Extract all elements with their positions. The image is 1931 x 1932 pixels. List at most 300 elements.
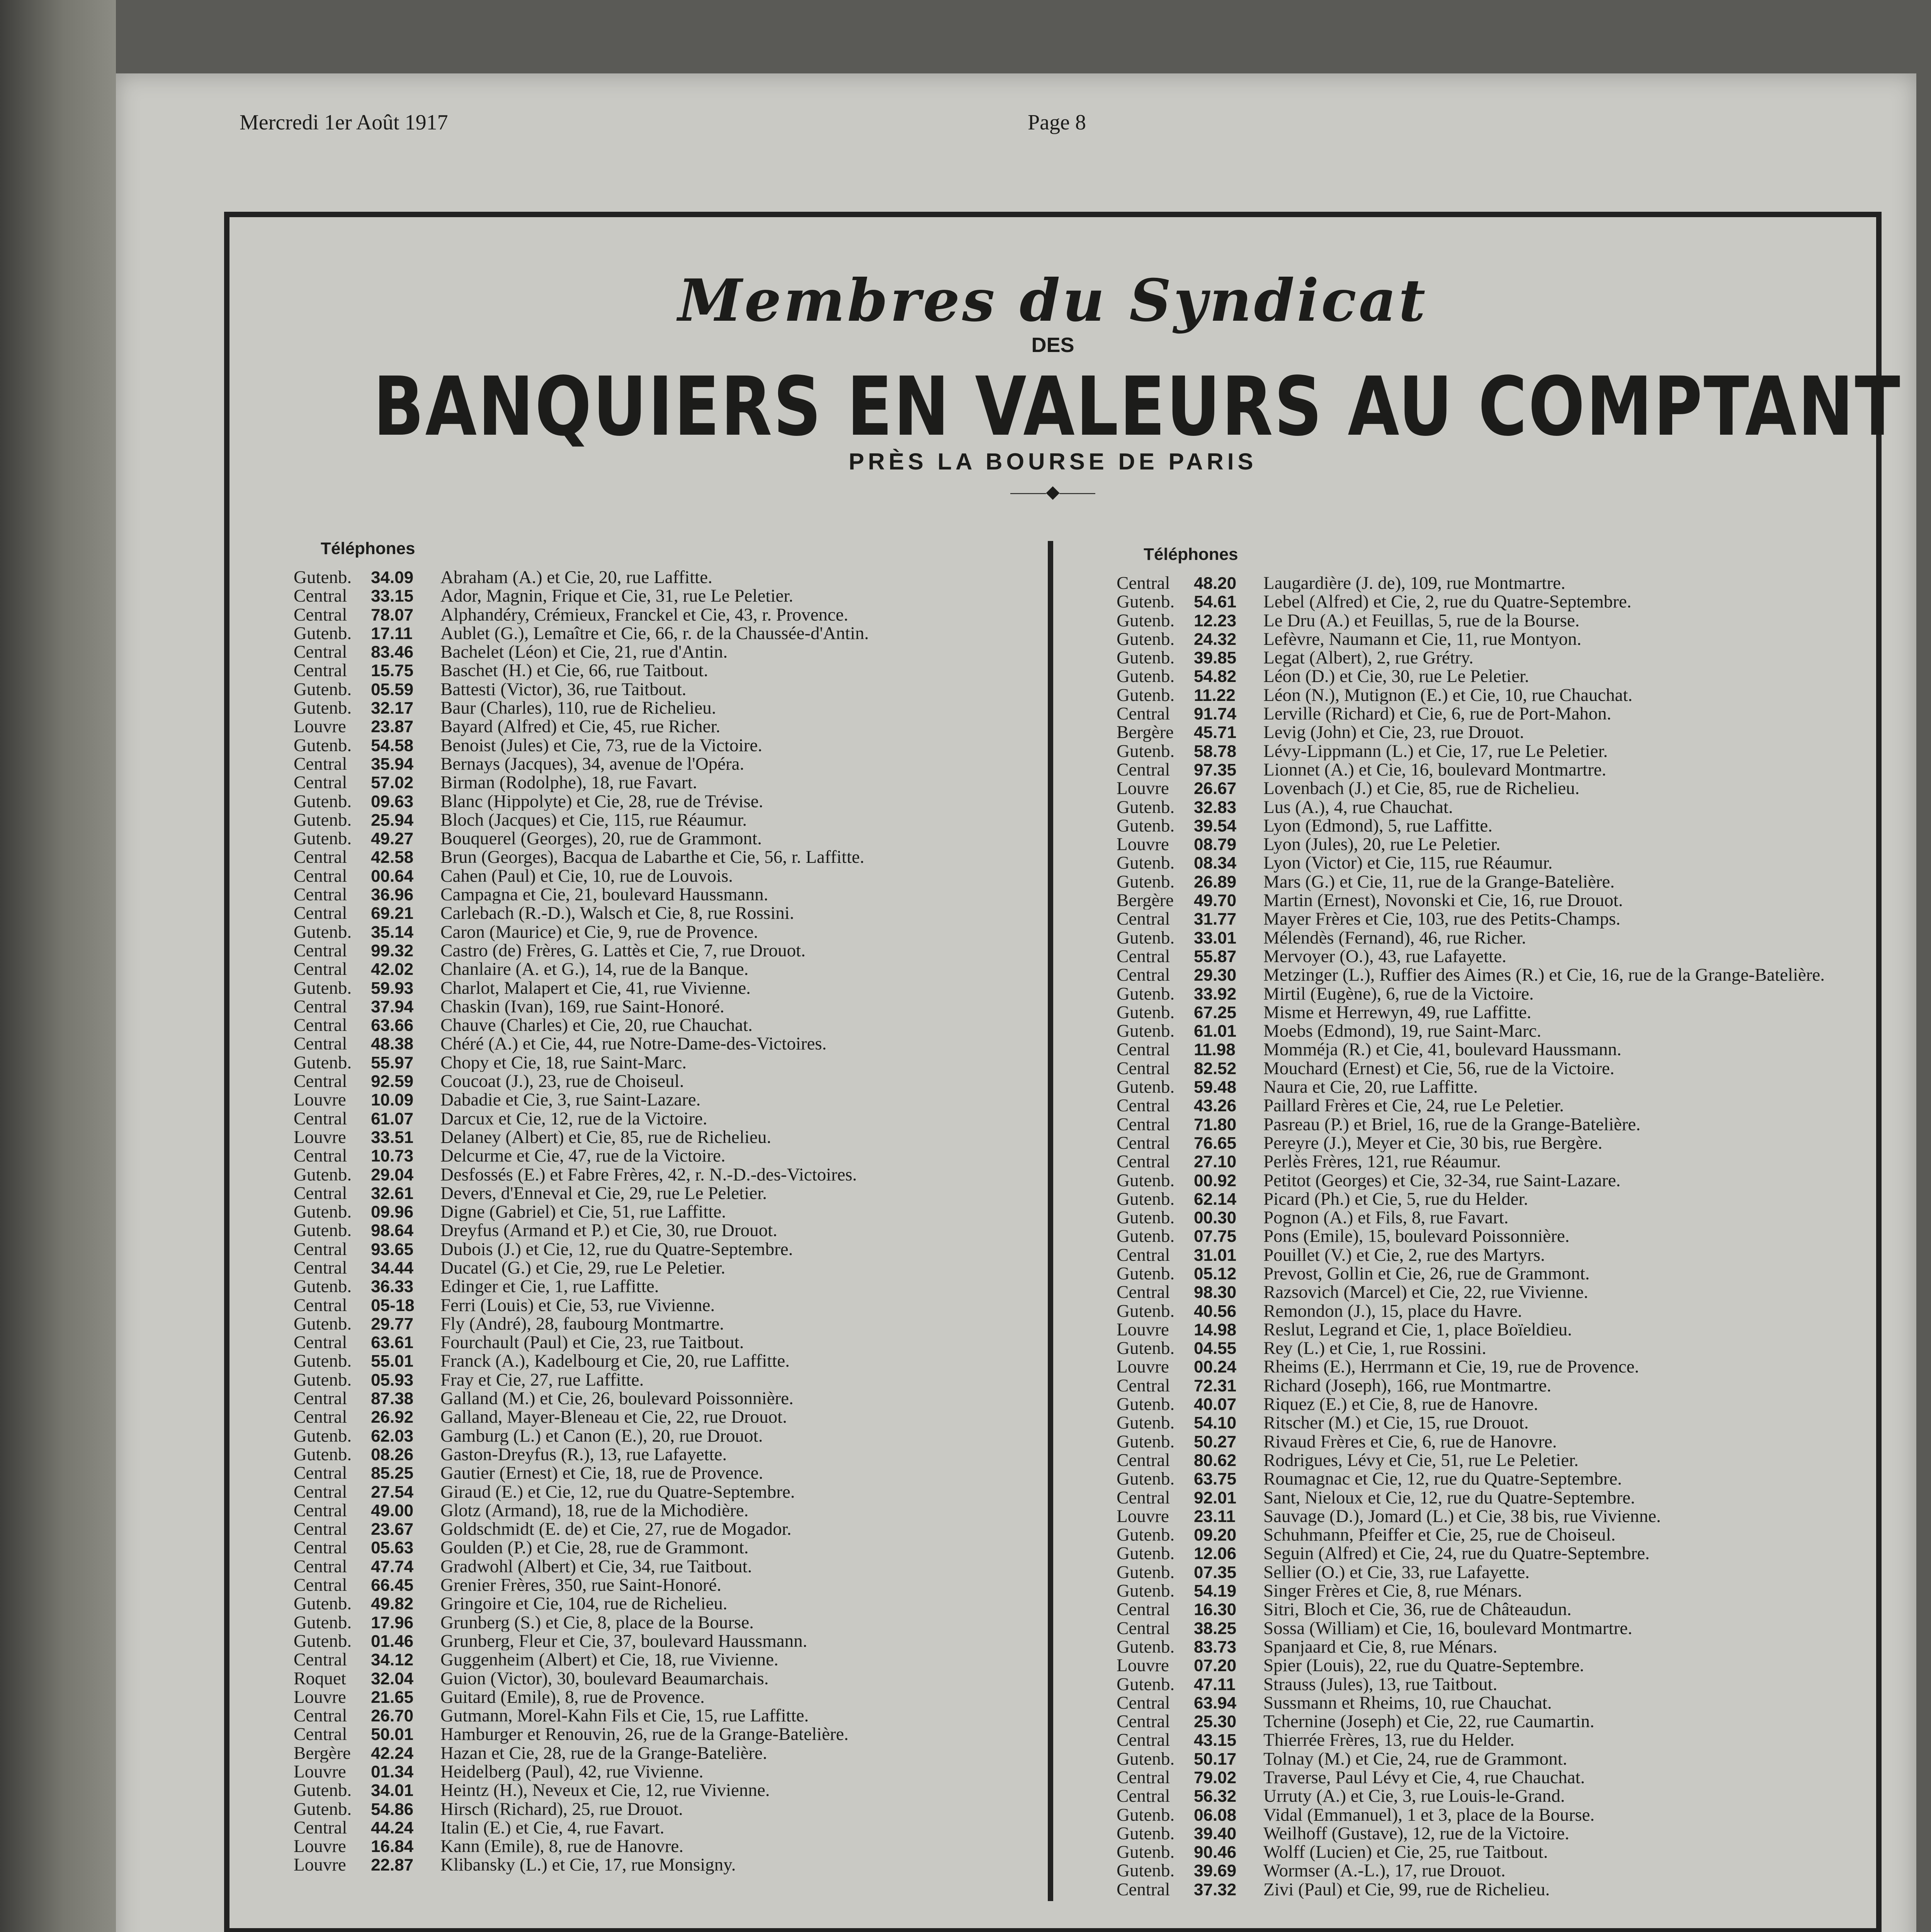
member-entry <box>294 1483 1028 1501</box>
exchange-name: Louvre <box>1117 1656 1169 1675</box>
phone-number: 71.80 <box>1194 1115 1237 1134</box>
phone-number: 67.25 <box>1194 1003 1237 1022</box>
phone-number: 08.34 <box>1194 854 1237 872</box>
member-name-address: Mars (G.) et Cie, 11, rue de la Grange-Batelière. <box>1263 872 1615 891</box>
member-name-address: Bayard (Alfred) et Cie, 45, rue Richer. <box>440 717 721 736</box>
member-entry <box>294 1090 1028 1109</box>
member-entry <box>1117 1843 1851 1861</box>
member-entry <box>294 1520 1028 1538</box>
member-entry <box>294 1576 1028 1594</box>
phone-number: 47.11 <box>1194 1675 1236 1694</box>
exchange-name: Central <box>1117 1133 1170 1153</box>
phone-number: 14.98 <box>1194 1320 1237 1339</box>
exchange-name: Gutenb. <box>294 1631 352 1651</box>
exchange-name: Central <box>294 1538 347 1557</box>
phone-number: 93.65 <box>371 1240 414 1259</box>
member-entry <box>294 904 1028 922</box>
member-entry <box>1117 1526 1851 1544</box>
phone-number: 00.92 <box>1194 1171 1237 1190</box>
member-name-address: Gaston-Dreyfus (R.), 13, rue Lafayette. <box>440 1445 727 1464</box>
phone-number: 63.75 <box>1194 1469 1237 1488</box>
phone-number: 08.26 <box>371 1445 414 1464</box>
member-name-address: Rivaud Frères et Cie, 6, rue de Hanovre. <box>1263 1432 1557 1451</box>
member-name-address: Delaney (Albert) et Cie, 85, rue de Richelieu. <box>440 1128 772 1147</box>
member-name-address: Gautier (Ernest) et Cie, 18, rue de Provence. <box>440 1464 763 1483</box>
member-name-address: Remondon (J.), 15, place du Havre. <box>1263 1301 1522 1320</box>
member-name-address: Chéré (A.) et Cie, 44, rue Notre-Dame-des-Victoires. <box>440 1034 827 1053</box>
member-entry <box>294 1688 1028 1706</box>
member-name-address: Lévy-Lippmann (L.) et Cie, 17, rue Le Peletier. <box>1263 742 1608 760</box>
phone-number: 08.79 <box>1194 835 1237 854</box>
member-entry <box>1117 1283 1851 1301</box>
exchange-name: Central <box>1117 1096 1170 1115</box>
member-name-address: Glotz (Armand), 18, rue de la Michodière. <box>440 1501 749 1520</box>
phone-number: 49.27 <box>371 829 414 848</box>
exchange-name: Gutenb. <box>1117 1003 1175 1022</box>
member-entry <box>1117 1544 1851 1563</box>
member-entry <box>1117 966 1851 984</box>
exchange-name: Central <box>1117 1768 1170 1787</box>
member-entry <box>294 960 1028 978</box>
exchange-name: Central <box>294 605 347 624</box>
member-name-address: Lyon (Victor) et Cie, 115, rue Réaumur. <box>1263 854 1553 872</box>
member-entry <box>1117 1152 1851 1171</box>
phone-number: 98.30 <box>1194 1283 1237 1302</box>
member-name-address: Metzinger (L.), Ruffier des Aimes (R.) et Cie, 16, rue de la Grange-Batelière. <box>1263 966 1825 985</box>
member-entry <box>1117 872 1851 891</box>
member-name-address: Rodrigues, Lévy et Cie, 51, rue Le Peletier. <box>1263 1451 1579 1470</box>
exchange-name: Gutenb. <box>294 1277 352 1296</box>
member-entry <box>294 1184 1028 1202</box>
member-entry <box>1117 667 1851 685</box>
exchange-name: Gutenb. <box>1117 611 1175 630</box>
phone-number: 79.02 <box>1194 1768 1237 1787</box>
exchange-name: Gutenb. <box>1117 1637 1175 1656</box>
member-name-address: Coucoat (J.), 23, rue de Choiseul. <box>440 1072 684 1091</box>
phone-number: 36.33 <box>371 1277 414 1296</box>
phone-number: 29.04 <box>371 1165 414 1184</box>
phone-number: 37.94 <box>371 997 414 1016</box>
member-entry <box>294 1818 1028 1837</box>
member-entry <box>294 1855 1028 1874</box>
member-entry <box>294 1744 1028 1762</box>
phone-number: 92.01 <box>1194 1488 1237 1507</box>
member-entry <box>1117 1339 1851 1357</box>
member-name-address: Riquez (E.) et Cie, 8, rue de Hanovre. <box>1263 1395 1538 1414</box>
member-entry <box>294 661 1028 680</box>
phone-number: 43.26 <box>1194 1096 1237 1115</box>
phone-number: 27.10 <box>1194 1152 1237 1171</box>
exchange-name: Gutenb. <box>294 810 352 830</box>
exchange-name: Louvre <box>1117 835 1169 854</box>
member-name-address: Chopy et Cie, 18, rue Saint-Marc. <box>440 1053 687 1072</box>
member-name-address: Ducatel (G.) et Cie, 29, rue Le Peletier. <box>440 1258 726 1277</box>
member-name-address: Misme et Herrewyn, 49, rue Laffitte. <box>1263 1003 1532 1022</box>
member-entry <box>1117 1059 1851 1078</box>
phone-number: 54.61 <box>1194 592 1237 611</box>
exchange-name: Central <box>1117 1600 1170 1619</box>
exchange-name: Central <box>294 1333 347 1352</box>
member-name-address: Urruty (A.) et Cie, 3, rue Louis-le-Grand. <box>1263 1787 1565 1806</box>
member-entry <box>1117 1190 1851 1208</box>
phone-number: 39.54 <box>1194 816 1237 835</box>
member-name-address: Sussmann et Rheims, 10, rue Chauchat. <box>1263 1693 1552 1713</box>
phone-number: 44.24 <box>371 1818 414 1837</box>
phone-number: 34.09 <box>371 568 414 587</box>
member-entry <box>1117 798 1851 816</box>
member-name-address: Lovenbach (J.) et Cie, 85, rue de Richelieu. <box>1263 779 1580 798</box>
member-name-address: Baur (Charles), 110, rue de Richelieu. <box>440 699 716 718</box>
member-entry <box>1117 854 1851 872</box>
exchange-name: Gutenb. <box>294 829 352 848</box>
member-name-address: Pouillet (V.) et Cie, 2, rue des Martyrs. <box>1263 1245 1545 1264</box>
member-entry <box>1117 592 1851 611</box>
title-des: DES <box>1031 333 1074 357</box>
member-entry <box>294 1315 1028 1333</box>
exchange-name: Gutenb. <box>1117 1469 1175 1488</box>
exchange-name: Gutenb. <box>1117 592 1175 611</box>
member-entry <box>1117 1750 1851 1768</box>
phone-number: 26.70 <box>371 1706 414 1725</box>
member-name-address: Spanjaard et Cie, 8, rue Ménars. <box>1263 1637 1498 1656</box>
phone-number: 39.40 <box>1194 1824 1237 1843</box>
member-entry <box>1117 1357 1851 1376</box>
phone-number: 43.15 <box>1194 1731 1237 1750</box>
phone-number: 10.73 <box>371 1146 414 1165</box>
member-entry <box>294 1221 1028 1240</box>
phone-number: 39.85 <box>1194 648 1237 667</box>
member-entry <box>294 1650 1028 1669</box>
member-name-address: Sellier (O.) et Cie, 33, rue Lafayette. <box>1263 1563 1530 1582</box>
exchange-name: Central <box>1117 1693 1170 1713</box>
member-entry <box>1117 1469 1851 1488</box>
member-name-address: Singer Frères et Cie, 8, rue Ménars. <box>1263 1582 1522 1600</box>
member-entry <box>1117 1320 1851 1339</box>
phone-number: 59.48 <box>1194 1078 1237 1097</box>
member-entry <box>1117 1451 1851 1469</box>
member-name-address: Delcurme et Cie, 47, rue de la Victoire. <box>440 1146 726 1165</box>
member-entry <box>294 1333 1028 1352</box>
member-entry <box>294 1072 1028 1090</box>
member-name-address: Seguin (Alfred) et Cie, 24, rue du Quatre-Septembre. <box>1263 1544 1650 1563</box>
member-name-address: Rey (L.) et Cie, 1, rue Rossini. <box>1263 1339 1486 1358</box>
member-name-address: Pons (Emile), 15, boulevard Poissonnière. <box>1263 1227 1570 1246</box>
member-name-address: Grunberg (S.) et Cie, 8, place de la Bourse. <box>440 1613 754 1632</box>
exchange-name: Gutenb. <box>1117 1563 1175 1582</box>
phone-number: 29.30 <box>1194 966 1237 985</box>
member-name-address: Chaskin (Ivan), 169, rue Saint-Honoré. <box>440 997 724 1016</box>
phone-number: 63.66 <box>371 1016 414 1035</box>
exchange-name: Gutenb. <box>1117 1805 1175 1824</box>
phone-number: 47.74 <box>371 1557 414 1576</box>
member-name-address: Hazan et Cie, 28, rue de la Grange-Batelière. <box>440 1743 767 1762</box>
exchange-name: Central <box>1117 947 1170 966</box>
member-entry <box>1117 1040 1851 1059</box>
member-entry <box>294 811 1028 829</box>
exchange-name: Roquet <box>294 1669 346 1688</box>
exchange-name: Bergère <box>294 1743 351 1762</box>
member-entry <box>1117 1413 1851 1432</box>
member-entry <box>294 1259 1028 1277</box>
exchange-name: Gutenb. <box>1117 1432 1175 1451</box>
member-entry <box>1117 611 1851 630</box>
phone-number: 82.52 <box>1194 1059 1237 1078</box>
member-entry <box>1117 686 1851 704</box>
exchange-name: Louvre <box>294 1128 346 1147</box>
member-entry <box>1117 910 1851 928</box>
member-entry <box>294 1034 1028 1053</box>
member-name-address: Thierrée Frères, 13, rue du Helder. <box>1263 1731 1515 1750</box>
member-name-address: Rheims (E.), Herrmann et Cie, 19, rue de Provence. <box>1263 1357 1639 1376</box>
member-entry <box>1117 1096 1851 1115</box>
member-name-address: Kann (Emile), 8, rue de Hanovre. <box>440 1837 684 1856</box>
member-name-address: Grunberg, Fleur et Cie, 37, boulevard Haussmann. <box>440 1631 807 1651</box>
member-name-address: Gamburg (L.) et Canon (E.), 20, rue Drouot. <box>440 1426 763 1445</box>
exchange-name: Louvre <box>294 1090 346 1109</box>
phone-number: 05.12 <box>1194 1264 1237 1283</box>
member-name-address: Mélendès (Fernand), 46, rue Richer. <box>1263 928 1526 947</box>
exchange-name: Central <box>294 1501 347 1520</box>
member-entry <box>1117 1376 1851 1395</box>
exchange-name: Central <box>294 1258 347 1277</box>
phone-number: 62.14 <box>1194 1189 1237 1209</box>
member-name-address: Birman (Rodolphe), 18, rue Favart. <box>440 773 697 792</box>
phone-number: 04.55 <box>1194 1339 1237 1358</box>
member-name-address: Dreyfus (Armand et P.) et Cie, 30, rue Drouot. <box>440 1221 777 1240</box>
exchange-name: Gutenb. <box>1117 1526 1175 1544</box>
exchange-name: Central <box>294 754 347 774</box>
member-entry <box>294 1762 1028 1781</box>
member-entry <box>294 624 1028 643</box>
exchange-name: Central <box>1117 1115 1170 1134</box>
member-entry <box>1117 723 1851 742</box>
exchange-name: Gutenb. <box>1117 1824 1175 1843</box>
phone-number: 56.32 <box>1194 1787 1237 1806</box>
phone-number: 42.24 <box>371 1743 414 1762</box>
phone-number: 76.65 <box>1194 1133 1237 1153</box>
member-name-address: Spier (Louis), 22, rue du Quatre-Septembre. <box>1263 1656 1584 1675</box>
member-entry <box>294 1706 1028 1725</box>
member-name-address: Traverse, Paul Lévy et Cie, 4, rue Chauchat. <box>1263 1768 1585 1787</box>
phone-number: 32.61 <box>371 1184 414 1203</box>
phone-number: 22.87 <box>371 1855 414 1874</box>
phone-number: 42.02 <box>371 960 414 979</box>
member-entry <box>294 867 1028 885</box>
phone-number: 00.24 <box>1194 1357 1237 1376</box>
exchange-name: Central <box>1117 1488 1170 1507</box>
header-page-number: Page 8 <box>1028 111 1086 134</box>
member-entry <box>1117 1675 1851 1694</box>
phone-number: 54.58 <box>371 736 414 755</box>
member-entry <box>1117 704 1851 723</box>
member-entry <box>1117 630 1851 648</box>
member-entry <box>1117 1432 1851 1451</box>
exchange-name: Gutenb. <box>294 680 352 699</box>
phone-number: 63.61 <box>371 1333 414 1352</box>
member-name-address: Carlebach (R.-D.), Walsch et Cie, 8, rue Rossini. <box>440 904 794 923</box>
phone-number: 54.86 <box>371 1799 414 1818</box>
exchange-name: Gutenb. <box>1117 629 1175 649</box>
exchange-name: Central <box>294 866 347 886</box>
member-name-address: Perlès Frères, 121, rue Réaumur. <box>1263 1152 1501 1171</box>
member-name-address: Chauve (Charles) et Cie, 20, rue Chauchat. <box>440 1016 753 1035</box>
phone-number: 24.32 <box>1194 629 1237 649</box>
member-name-address: Alphandéry, Crémieux, Franckel et Cie, 43, r. Provence. <box>440 605 848 624</box>
member-entry <box>294 587 1028 605</box>
exchange-name: Central <box>1117 1787 1170 1806</box>
phone-number: 38.25 <box>1194 1619 1237 1638</box>
member-entry <box>294 568 1028 587</box>
exchange-name: Central <box>294 1408 347 1427</box>
separator-chambre <box>224 1928 1882 1932</box>
phone-number: 72.31 <box>1194 1376 1237 1395</box>
exchange-name: Gutenb. <box>294 1613 352 1632</box>
member-name-address: Pasreau (P.) et Briel, 16, rue de la Grange-Batelière. <box>1263 1115 1641 1134</box>
member-entry <box>294 1594 1028 1613</box>
title-pres-la-bourse: PRÈS LA BOURSE DE PARIS <box>848 449 1257 474</box>
phone-number: 34.44 <box>371 1258 414 1277</box>
phone-number: 07.20 <box>1194 1656 1237 1675</box>
phone-number: 42.58 <box>371 848 414 867</box>
member-name-address: Cahen (Paul) et Cie, 10, rue de Louvois. <box>440 866 733 886</box>
member-entry <box>1117 1003 1851 1022</box>
member-entry <box>294 1613 1028 1632</box>
exchange-name: Central <box>1117 1451 1170 1470</box>
phone-number: 33.92 <box>1194 984 1237 1003</box>
exchange-name: Gutenb. <box>294 978 352 997</box>
member-entry <box>1117 574 1851 592</box>
phone-number: 29.77 <box>371 1314 414 1333</box>
member-entry <box>294 1538 1028 1557</box>
phone-number: 39.69 <box>1194 1861 1237 1880</box>
member-name-address: Desfossés (E.) et Fabre Frères, 42, r. N.-D.-des-Victoires. <box>440 1165 857 1184</box>
left-member-list <box>294 568 1028 1874</box>
exchange-name: Louvre <box>1117 1320 1169 1339</box>
member-entry <box>1117 835 1851 854</box>
phone-number: 00.30 <box>1194 1208 1237 1227</box>
member-entry <box>294 1427 1028 1445</box>
phone-number: 40.56 <box>1194 1301 1237 1320</box>
member-name-address: Guitard (Emile), 8, rue de Provence. <box>440 1687 705 1707</box>
member-entry <box>1117 1022 1851 1040</box>
member-entry <box>1117 1656 1851 1675</box>
phone-number: 48.20 <box>1194 574 1237 593</box>
phone-number: 09.20 <box>1194 1526 1237 1544</box>
exchange-name: Gutenb. <box>294 1426 352 1445</box>
member-name-address: Darcux et Cie, 12, rue de la Victoire. <box>440 1109 707 1128</box>
right-telephones-label: Téléphones <box>1144 545 1238 564</box>
page-binding <box>0 0 116 1932</box>
member-entry <box>294 1837 1028 1855</box>
member-name-address: Lionnet (A.) et Cie, 16, boulevard Montmartre. <box>1263 760 1606 779</box>
exchange-name: Central <box>294 848 347 867</box>
phone-number: 69.21 <box>371 904 414 923</box>
phone-number: 49.70 <box>1194 891 1237 910</box>
exchange-name: Louvre <box>1117 1357 1169 1376</box>
exchange-name: Gutenb. <box>294 1352 352 1371</box>
member-name-address: Lebel (Alfred) et Cie, 2, rue du Quatre-Septembre. <box>1263 592 1632 611</box>
member-name-address: Dubois (J.) et Cie, 12, rue du Quatre-Septembre. <box>440 1240 793 1259</box>
member-entry <box>1117 929 1851 947</box>
member-entry <box>1117 947 1851 966</box>
member-name-address: Blanc (Hippolyte) et Cie, 28, rue de Trévise. <box>440 792 763 811</box>
member-entry <box>1117 891 1851 910</box>
phone-number: 26.92 <box>371 1408 414 1427</box>
exchange-name: Gutenb. <box>1117 1189 1175 1209</box>
exchange-name: Gutenb. <box>1117 742 1175 760</box>
header-date: Mercredi 1er Août 1917 <box>240 111 448 134</box>
member-name-address: Razsovich (Marcel) et Cie, 22, rue Vivienne. <box>1263 1283 1588 1302</box>
member-name-address: Sossa (William) et Cie, 16, boulevard Montmartre. <box>1263 1619 1632 1638</box>
member-entry <box>294 979 1028 997</box>
member-name-address: Bouquerel (Georges), 20, rue de Grammont. <box>440 829 762 848</box>
phone-number: 80.62 <box>1194 1451 1237 1470</box>
exchange-name: Central <box>294 1482 347 1501</box>
exchange-name: Central <box>1117 1040 1170 1059</box>
exchange-name: Gutenb. <box>1117 854 1175 872</box>
member-name-address: Bachelet (Léon) et Cie, 21, rue d'Antin. <box>440 643 728 662</box>
member-entry <box>294 1632 1028 1650</box>
phone-number: 49.82 <box>371 1594 414 1613</box>
member-name-address: Brun (Georges), Bacqua de Labarthe et Cie, 56, r. Laffitte. <box>440 848 865 867</box>
member-name-address: Gradwohl (Albert) et Cie, 34, rue Taitbout. <box>440 1557 752 1576</box>
exchange-name: Central <box>1117 1619 1170 1638</box>
exchange-name: Gutenb. <box>294 624 352 643</box>
member-entry <box>294 848 1028 866</box>
phone-number: 23.11 <box>1194 1507 1236 1526</box>
exchange-name: Gutenb. <box>294 568 352 587</box>
right-member-list <box>1117 574 1851 1899</box>
member-entry <box>294 1389 1028 1408</box>
member-name-address: Ferri (Louis) et Cie, 53, rue Vivienne. <box>440 1296 715 1315</box>
phone-number: 10.09 <box>371 1090 414 1109</box>
exchange-name: Gutenb. <box>294 1370 352 1389</box>
phone-number: 09.96 <box>371 1202 414 1221</box>
exchange-name: Gutenb. <box>1117 1675 1175 1694</box>
phone-number: 97.35 <box>1194 760 1237 779</box>
member-name-address: Pognon (A.) et Fils, 8, rue Favart. <box>1263 1208 1509 1227</box>
member-entry <box>294 1165 1028 1184</box>
member-entry <box>1117 648 1851 667</box>
phone-number: 78.07 <box>371 605 414 624</box>
member-entry <box>1117 1208 1851 1227</box>
exchange-name: Central <box>294 1296 347 1315</box>
phone-number: 54.10 <box>1194 1413 1237 1432</box>
phone-number: 34.01 <box>371 1781 414 1800</box>
member-name-address: Legat (Albert), 2, rue Grétry. <box>1263 648 1474 667</box>
member-name-address: Momméja (R.) et Cie, 41, boulevard Haussmann. <box>1263 1040 1622 1059</box>
member-entry <box>294 885 1028 904</box>
exchange-name: Gutenb. <box>1117 1339 1175 1358</box>
exchange-name: Central <box>1117 760 1170 779</box>
member-name-address: Fray et Cie, 27, rue Laffitte. <box>440 1370 644 1389</box>
member-entry <box>1117 1134 1851 1152</box>
exchange-name: Central <box>294 643 347 662</box>
member-entry <box>1117 1507 1851 1526</box>
phone-number: 05-18 <box>371 1296 415 1315</box>
exchange-name: Central <box>294 1389 347 1408</box>
member-name-address: Abraham (A.) et Cie, 20, rue Laffitte. <box>440 568 712 587</box>
member-entry <box>1117 1115 1851 1134</box>
member-entry <box>294 1800 1028 1818</box>
exchange-name: Central <box>294 1072 347 1091</box>
exchange-name: Gutenb. <box>1117 1208 1175 1227</box>
exchange-name: Central <box>1117 1059 1170 1078</box>
member-entry <box>1117 1768 1851 1787</box>
member-name-address: Guggenheim (Albert) et Cie, 18, rue Vivienne. <box>440 1650 779 1669</box>
phone-number: 21.65 <box>371 1687 414 1707</box>
member-name-address: Mervoyer (O.), 43, rue Lafayette. <box>1263 947 1506 966</box>
